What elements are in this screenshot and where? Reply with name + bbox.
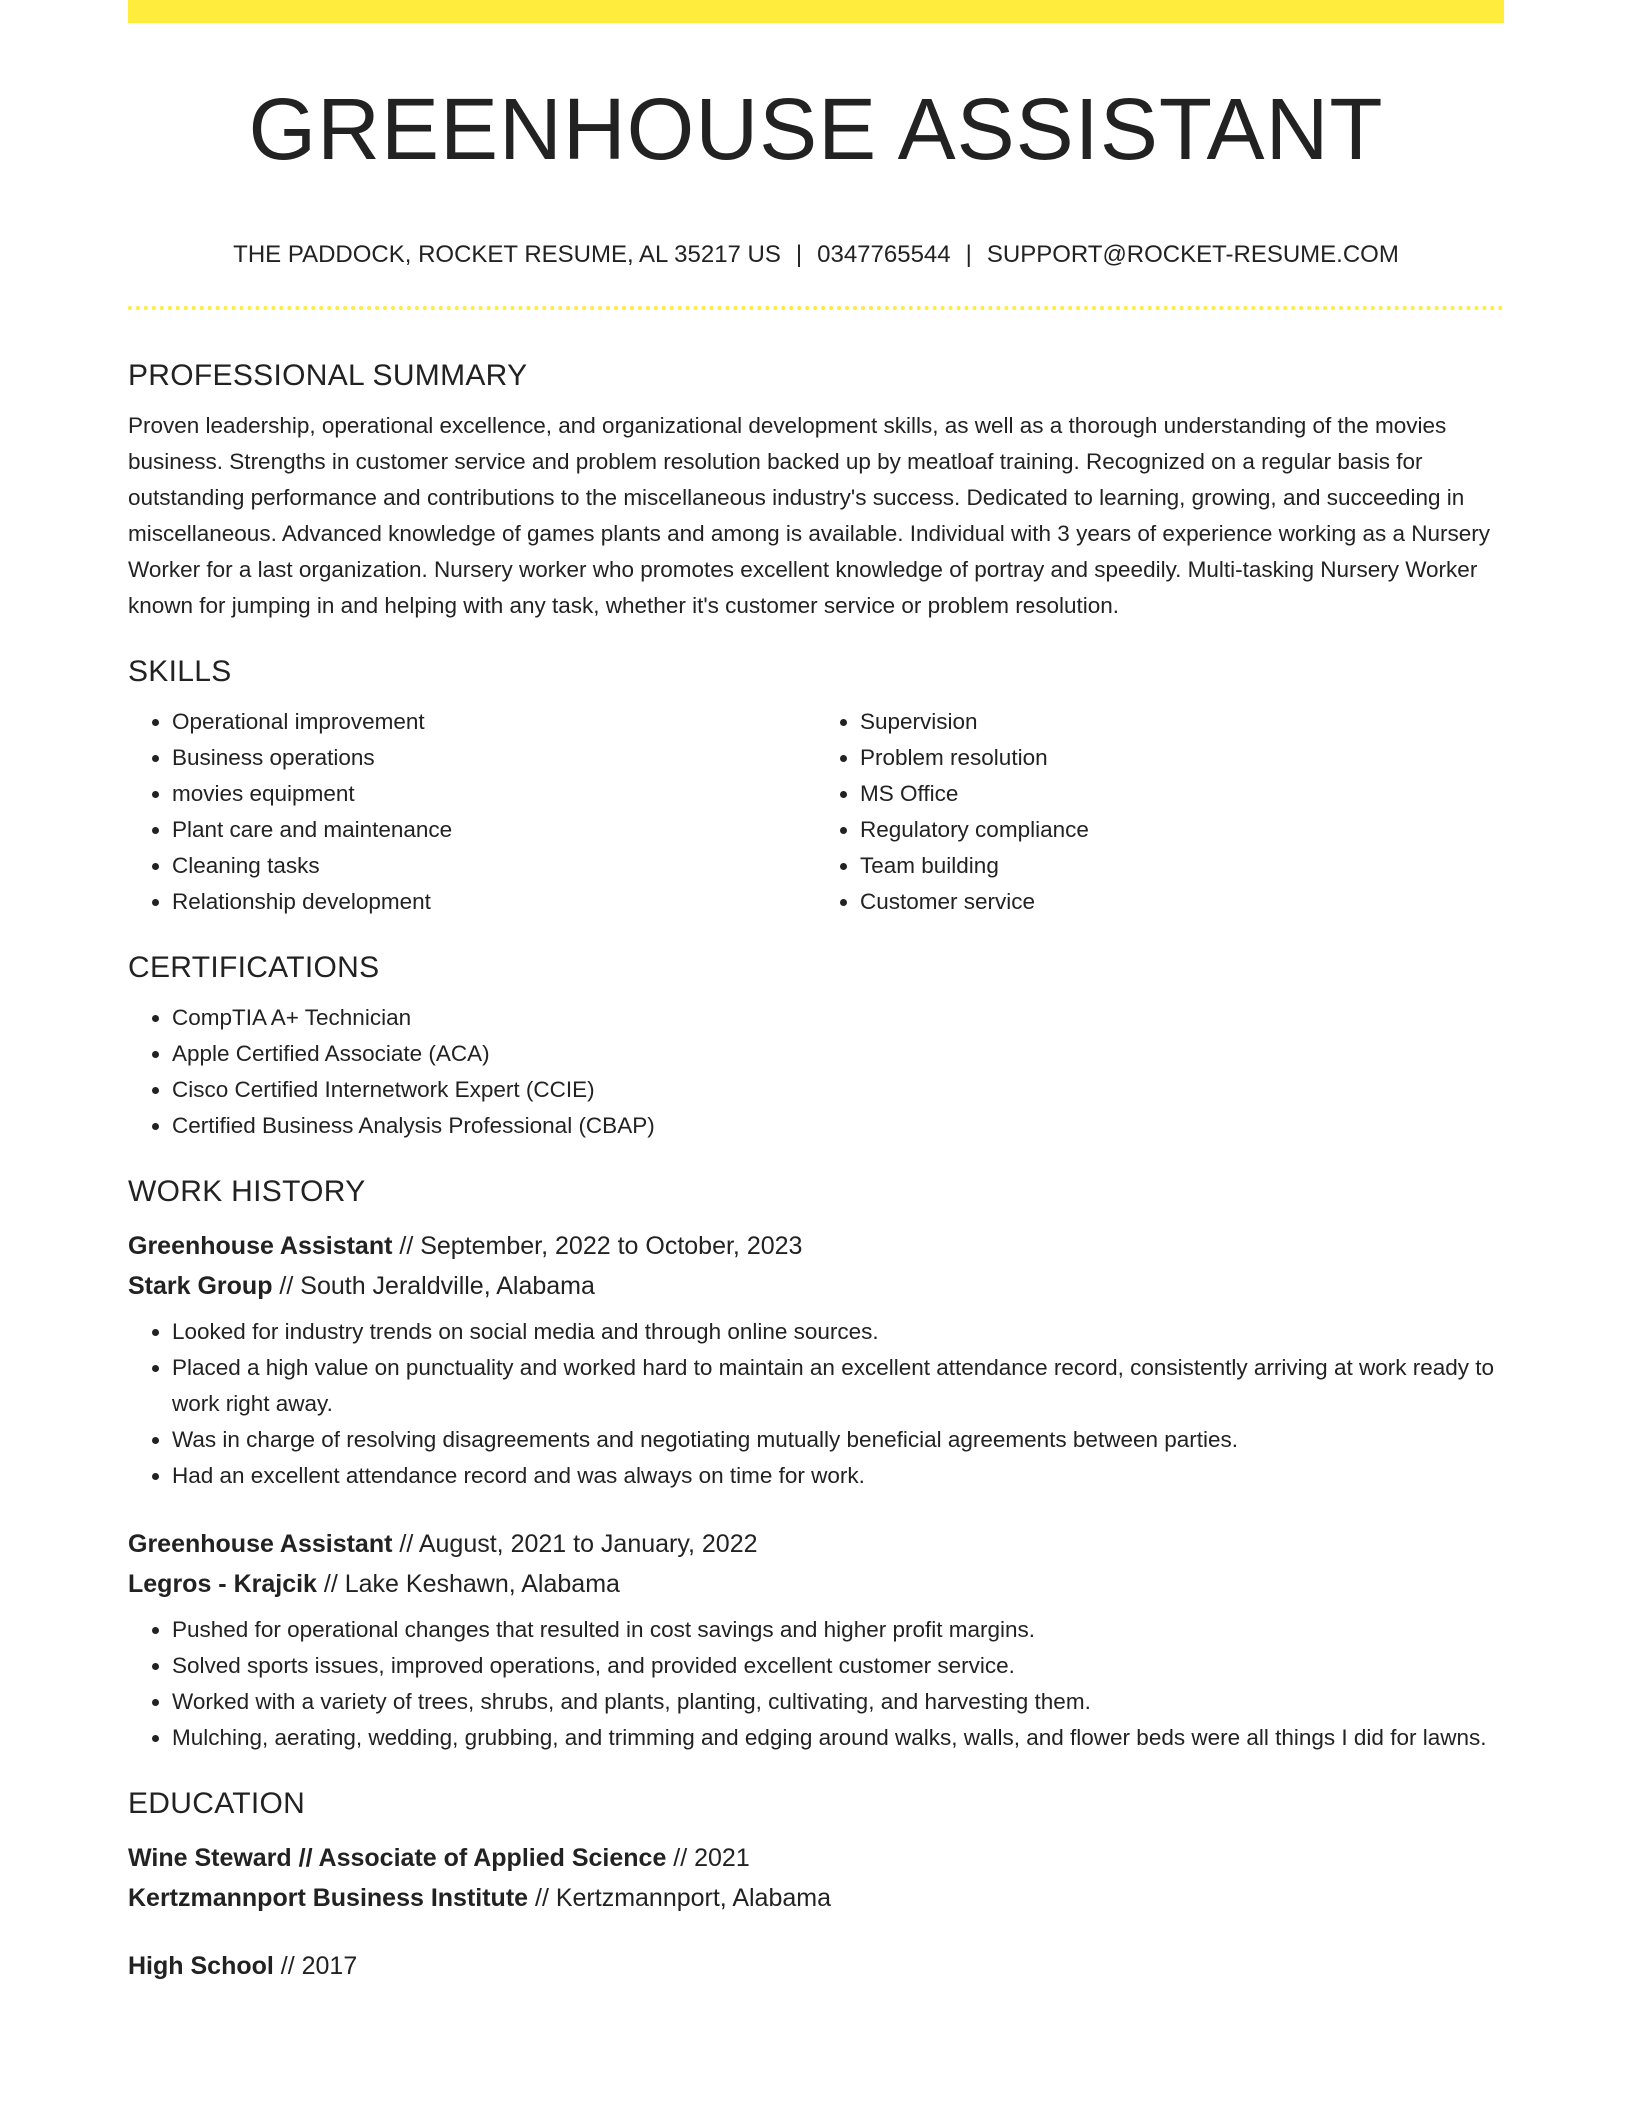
education-degree: Wine Steward // Associate of Applied Science [128, 1844, 667, 1872]
job-company: Stark Group [128, 1272, 273, 1300]
section-heading-skills: SKILLS [128, 655, 232, 688]
skill-item: • movies equipment [172, 776, 816, 812]
job-title: Greenhouse Assistant [128, 1530, 393, 1558]
certification-item: • Cisco Certified Internetwork Expert (CCIE) [172, 1072, 1504, 1108]
contact-separator: | [965, 241, 972, 268]
job-bullets [128, 1314, 1504, 1494]
work-history-section [128, 1166, 1504, 1756]
education-entry [128, 1946, 1504, 1986]
job-dates: // September, 2022 to October, 2023 [392, 1232, 803, 1260]
skills-list-left [128, 704, 816, 920]
skill-item: • Plant care and maintenance [172, 812, 816, 848]
top-accent-bar [128, 0, 1504, 23]
certifications-section [128, 942, 1504, 1144]
summary-text: Proven leadership, operational excellence, and organizational development skills, as well as a thorough understanding of the movies business. Strengths in customer service and problem resolution backed up by meatloaf training. Recognized on a regular basis for outstanding performance and contributions to the miscellaneous industry's success. Dedicated to learning, growing, and succeeding in miscellaneous. Advanced knowledge of games plants and among is available. Individual with 3 years of experience working as a Nursery Worker for a last organization. Nursery worker who promotes excellent knowledge of portray and speedily. Multi-tasking Nursery Worker known for jumping in and helping with any task, whether it's customer service or problem resolution. [128, 413, 1491, 618]
skills-list-right [816, 704, 1504, 920]
skill-item: • Relationship development [172, 884, 816, 920]
education-school-line [128, 1878, 1504, 1918]
job-dates: // August, 2021 to January, 2022 [392, 1530, 758, 1558]
summary-section [128, 350, 1504, 624]
job-title: Greenhouse Assistant [128, 1232, 393, 1260]
education-degree-line [128, 1946, 1504, 1986]
skill-item: • Customer service [860, 884, 1504, 920]
job-bullet: • Solved sports issues, improved operations, and provided excellent customer service. [172, 1648, 1504, 1684]
job-company-line [128, 1564, 1504, 1604]
skill-item: • Supervision [860, 704, 1504, 740]
job-title-line [128, 1226, 1504, 1266]
skills-columns [128, 704, 1504, 920]
education-degree: High School [128, 1952, 274, 1980]
header-divider [128, 306, 1504, 310]
job-title-line [128, 1524, 1504, 1564]
job-location: // Lake Keshawn, Alabama [316, 1570, 620, 1598]
certification-item: • Apple Certified Associate (ACA) [172, 1036, 1504, 1072]
job-company-line [128, 1266, 1504, 1306]
education-section [128, 1778, 1504, 1986]
skill-item: • Regulatory compliance [860, 812, 1504, 848]
job-bullet: • Was in charge of resolving disagreements and negotiating mutually beneficial agreements between parties. [172, 1422, 1504, 1458]
skill-item: • MS Office [860, 776, 1504, 812]
job-bullet: • Pushed for operational changes that resulted in cost savings and higher profit margins. [172, 1612, 1504, 1648]
job-bullet: • Worked with a variety of trees, shrubs, and plants, planting, cultivating, and harvesting them. [172, 1684, 1504, 1720]
skill-item: • Business operations [172, 740, 816, 776]
job-entry [128, 1524, 1504, 1756]
job-bullet: • Placed a high value on punctuality and worked hard to maintain an excellent attendance record, consistently arriving at work ready to work right away. [172, 1350, 1504, 1422]
section-heading-work-history: WORK HISTORY [128, 1175, 366, 1208]
job-company: Legros - Krajcik [128, 1570, 317, 1598]
contact-phone: 0347765544 [817, 241, 951, 268]
certification-item: • CompTIA A+ Technician [172, 1000, 1504, 1036]
job-bullets [128, 1612, 1504, 1756]
section-heading-education: EDUCATION [128, 1787, 306, 1820]
contact-line [128, 238, 1504, 272]
education-year: // 2021 [666, 1844, 750, 1872]
education-school: Kertzmannport Business Institute [128, 1884, 529, 1912]
skills-section [128, 646, 1504, 920]
skill-item: • Problem resolution [860, 740, 1504, 776]
job-bullet: • Had an excellent attendance record and was always on time for work. [172, 1458, 1504, 1494]
contact-address: THE PADDOCK, ROCKET RESUME, AL 35217 US [233, 241, 781, 268]
job-bullet: • Looked for industry trends on social media and through online sources. [172, 1314, 1504, 1350]
job-location: // South Jeraldville, Alabama [272, 1272, 595, 1300]
section-heading-certifications: CERTIFICATIONS [128, 951, 380, 984]
education-year: // 2017 [273, 1952, 358, 1980]
job-bullet: • Mulching, aerating, wedding, grubbing, and trimming and edging around walks, walls, and flower beds were all things I did for lawns. [172, 1720, 1504, 1756]
contact-email: SUPPORT@ROCKET-RESUME.COM [986, 241, 1399, 268]
skill-item: • Operational improvement [172, 704, 816, 740]
education-spacer [128, 1918, 1504, 1946]
job-spacer [128, 1494, 1504, 1524]
skill-item: • Team building [860, 848, 1504, 884]
candidate-name: GREENHOUSE ASSISTANT [248, 81, 1384, 178]
contact-separator: | [795, 241, 803, 268]
education-degree-line [128, 1838, 1504, 1878]
education-location: // Kertzmannport, Alabama [528, 1884, 831, 1912]
education-entry [128, 1838, 1504, 1918]
job-entry [128, 1226, 1504, 1494]
resume-content [128, 350, 1504, 1986]
certification-item: • Certified Business Analysis Professional (CBAP) [172, 1108, 1504, 1144]
skill-item: • Cleaning tasks [172, 848, 816, 884]
section-heading-summary: PROFESSIONAL SUMMARY [128, 359, 528, 392]
certifications-list [128, 1000, 1504, 1144]
